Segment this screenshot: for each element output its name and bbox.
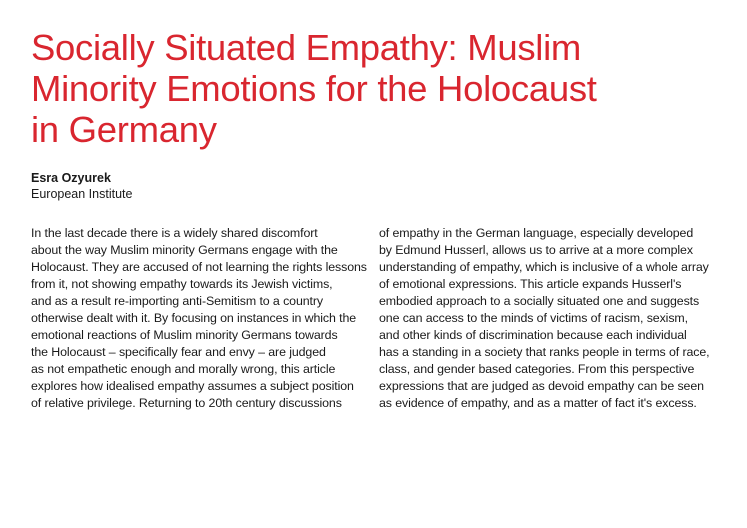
- abstract-line: about the way Muslim minority Germans engage with the: [31, 243, 338, 257]
- abstract-line: one can access to the minds of victims of racism, sexism,: [379, 311, 688, 325]
- abstract-line: of relative privilege. Returning to 20th century discussions: [31, 396, 342, 410]
- abstract-line: of emotional expressions. This article expands Husserl's: [379, 277, 682, 291]
- abstract-line: by Edmund Husserl, allows us to arrive at a more complex: [379, 243, 693, 257]
- author-affiliation: European Institute: [31, 187, 133, 201]
- abstract-line: as not empathetic enough and morally wrong, this article: [31, 362, 336, 376]
- article-title-line: in Germany: [31, 109, 217, 150]
- abstract-line: and other kinds of discrimination because each individual: [379, 328, 687, 342]
- abstract-line: from it, not showing empathy towards its Jewish victims,: [31, 277, 333, 291]
- abstract-line: expressions that are judged as devoid empathy can be seen: [379, 379, 704, 393]
- abstract-line: explores how idealised empathy assumes a subject position: [31, 379, 354, 393]
- article-title-line: Minority Emotions for the Holocaust: [31, 68, 597, 109]
- abstract-line: otherwise dealt with it. By focusing on instances in which the: [31, 311, 357, 325]
- abstract-line: as evidence of empathy, and as a matter of fact it's excess.: [379, 396, 697, 410]
- abstract-line: of empathy in the German language, especially developed: [379, 226, 694, 240]
- abstract-line: Holocaust. They are accused of not learning the rights lessons: [31, 260, 367, 274]
- abstract-line: embodied approach to a socially situated one and suggests: [379, 294, 700, 308]
- abstract-right-column: [379, 225, 719, 412]
- abstract-line: emotional reactions of Muslim minority Germans towards: [31, 328, 338, 342]
- article-title-line: Socially Situated Empathy: Muslim: [31, 27, 581, 68]
- abstract-line: the Holocaust – specifically fear and envy – are judged: [31, 345, 326, 359]
- abstract-line: class, and gender based categories. From this perspective: [379, 362, 695, 376]
- abstract-line: and as a result re-importing anti-Semitism to a country: [31, 294, 323, 308]
- abstract-line: understanding of empathy, which is inclusive of a whole array: [379, 260, 709, 274]
- article-title: [31, 27, 721, 150]
- abstract-left-column: [31, 225, 371, 412]
- author-name: Esra Ozyurek: [31, 171, 111, 185]
- abstract-line: has a standing in a society that ranks people in terms of race,: [379, 345, 710, 359]
- abstract-line: In the last decade there is a widely shared discomfort: [31, 226, 318, 240]
